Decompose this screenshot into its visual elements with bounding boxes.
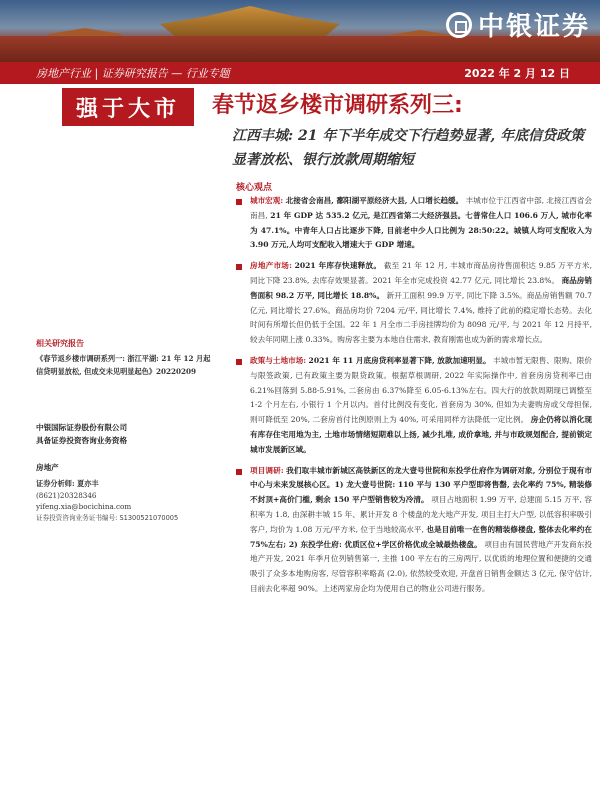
paragraph-city-macro (236, 194, 592, 253)
paragraph-text: 截至 21 年 12 月, 丰城市商品房待售面积达 9.85 万平方米, 同比下降 23.8%, 去库存效果显著。2021 年全市完成投资 42.77 亿元, 同比增长 23.8%。 (250, 261, 593, 285)
paragraph-bold: 我们取丰城市新城区高铁新区的龙大壹号世院和东投学仕府作为调研对象, 分别位于现有市中心与未来发展核心区。1) 龙大壹号世院: 110 平与 130 平户型即将售罄, 去化率约 75%, 精装修不封顶+高价门槛, 剩余 150 平户型销售较为冷清。 (250, 465, 592, 505)
paragraph-project-research (236, 464, 592, 597)
boci-logo (446, 6, 590, 43)
paragraph-text: 新开工面积 99.9 万平, 同比下降 3.5%。商品房销售额 70.7 亿元, 同比增长 27.6%。商品房均价 7204 元/平, 同比增长 7.4%, 维持了此前的稳定增长态势。去化时间有所增长但仍低于全国。22 年 1 月全市二手房挂牌均价为 8098 元/平, 与 2021 年 12 月持平, 较去年同期上涨 0.33%。购房客主要为本地自住需求, 教育刚需也成为新的需求增长点。 (250, 290, 592, 345)
analyst-info (36, 478, 226, 524)
paragraph-bold: 房企仍将以消化现有库存住宅用地为主, 土地市场情绪短期难以上扬, 减少扎堆, 成价拿地, 并与市政规划配合, 提前锁定城市发展新区域。 (250, 415, 592, 454)
paragraph-head: 政策与土地市场: (250, 355, 307, 365)
analyst-phone: (8621)20328346 (36, 490, 97, 500)
firm-qualification: 具备证券投资咨询业务资格 (36, 435, 128, 445)
paragraph-text: 项目占地面积 1.99 万平, 总建面 5.15 万平, 容积率为 1.8, 由深耕丰城 15 年、累计开发 8 个楼盘的龙大地产开发, 项目主打大户型, 以低容积率吸引客户, 均价为 1.08 万元/平方米, 位于当地较高水平, (250, 495, 593, 534)
banner-palace-roof (160, 6, 340, 36)
paragraph-bold: 商品房销售面积 98.2 万平, 同比增长 18.8%。 (250, 275, 592, 300)
firm-name: 中银国际证券股份有限公司 (36, 423, 128, 432)
report-subtitle: 江西丰城: 21 年下半年成交下行趋势显著, 年底信贷政策显著放松、银行放款周期缩短 (232, 128, 585, 168)
paragraph-head: 房地产市场: (250, 261, 292, 271)
report-category: 房地产行业 | 证券研究报告 — 行业专题 (36, 67, 230, 80)
header-banner (0, 0, 600, 62)
analyst-certificate: 证券投资咨询业务证书编号: S1300521070005 (36, 513, 179, 522)
bullet-square-icon (236, 264, 242, 270)
paragraph-policy-land (236, 354, 592, 458)
header-bar (0, 62, 600, 84)
paragraph-head: 项目调研: (250, 465, 284, 475)
paragraph-real-estate-market (236, 259, 592, 348)
report-title: 春节返乡楼市调研系列三: (212, 93, 463, 118)
paragraph-text: 丰城市位于江西省中部, 北接江西省会南昌, (250, 196, 592, 220)
analyst-name: 证券分析师: 夏亦丰 (36, 479, 99, 488)
bullet-square-icon (236, 359, 242, 365)
core-views-body (236, 194, 592, 603)
rating-badge: 强于大市 (62, 88, 194, 126)
paragraph-bold: 也是目前唯一在售的精装修楼盘, 整体去化率约在 75%左右; 2) 东投学仕府: 优质区位+学区价格优成全城最热楼盘。 (250, 524, 592, 549)
sector-label: 房地产 (36, 463, 59, 472)
boci-logo-icon (446, 12, 472, 38)
core-views-heading: 核心观点 (236, 183, 273, 193)
paragraph-bold: 2021 年库存快速释放。 (294, 261, 382, 271)
paragraph-head: 城市宏观: (250, 196, 284, 205)
firm-info (36, 422, 216, 447)
report-date: 2022 年 2 月 12 日 (464, 67, 570, 80)
related-reports-title: 相关研究报告 (36, 339, 84, 348)
paragraph-text: 丰城市暂无限售、限购、限价与限签政策, 已有政策主要为限贷政策。根据草根调研, 2022 年实际操作中, 首套房房贷利率已由 6.21%回落到 5.88-5.91%, 二套房由 6.37%降至 6.05-6.13%左右。四大行的放款周期现已调整至 1-2 个月左右, 小银行 1 个月以内。首付比例没有变化, 首套房为 30%, 但如为夫妻购房或父母担保, 则可降低至 20%, 二套房首付比例原则上为 40%, 可采用同样方法降低一定比例。 (250, 355, 592, 425)
paragraph-bold: 2021 年 11 月底房贷利率显著下降, 放款加速明显。 (308, 355, 491, 365)
bullet-square-icon (236, 199, 242, 205)
paragraph-text: 项目由有国民营地产开发商东投地产开发, 2021 年季月位列销售第一, 主推 100 平左右的三房两厅, 以优质的地理位置和便捷的交通吸引了众多本地购房客, 尽管容积率略高 (2.0), 依然较受欢迎, 开盘首日销售金额达 3 亿元, 保守估计, 目前去化率超 90%。上述两家房企均为使用自己的物业公司进行服务。 (250, 539, 593, 593)
paragraph-bold: 北接省会南昌, 鄱阳湖平原经济大县, 人口增长趋缓。 (285, 196, 464, 205)
analyst-email[interactable]: yifeng.xia@bocichina.com (36, 502, 132, 511)
logo-text: 中银证券 (477, 12, 590, 42)
paragraph-bold: 21 年 GDP 达 535.2 亿元, 是江西省第二大经济强县。七普常住人口 106.6 万人, 城市化率为 47.1%。中青年人口占比逐步下降, 目前老中少人口比例为 28:50:22。城镇人均可支配收入为 3.90 万元,人均可支配收入增速大于 GDP 增速。 (250, 210, 592, 250)
related-report-link[interactable]: 《春节返乡楼市调研系列一: 浙江平湖: 21 年 12 月起信贷明显放松, 但成交未见明显起色》20220209 (36, 354, 211, 376)
bullet-square-icon (236, 469, 242, 475)
